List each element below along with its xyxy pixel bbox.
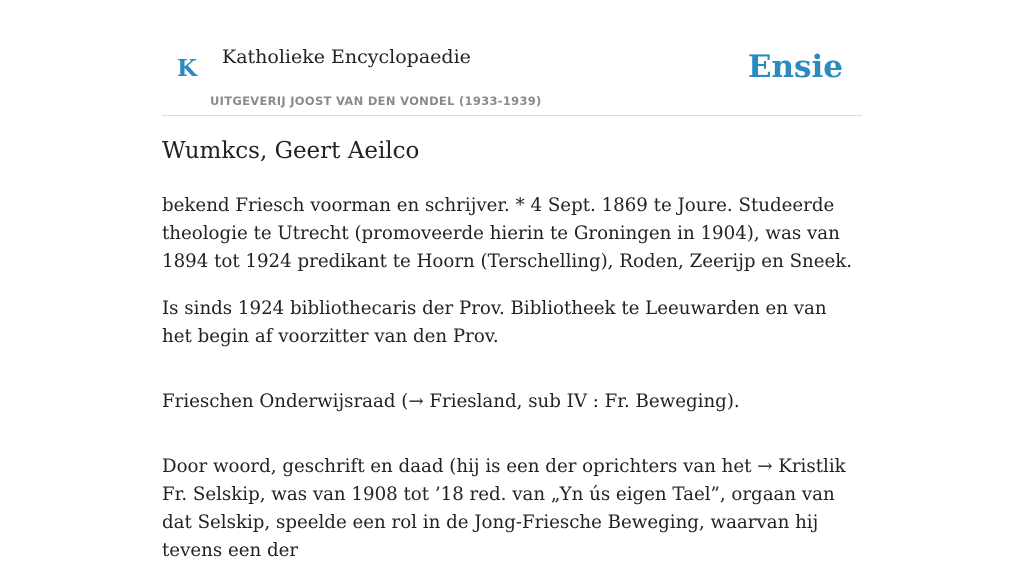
- entry-body: [162, 192, 862, 584]
- article-page: [162, 0, 862, 561]
- entry-paragraph: Door woord, geschrift en daad (hij is een der oprichters van het → Kristlik Fr. Selskip, was van 1908 tot ’18 red. van „Yn ús eigen Tael”, orgaan van dat Selskip, speelde een rol in de Jong-Friesche Beweging, waarvan hij tevens een der: [162, 456, 846, 561]
- brand-logo[interactable]: Ensie: [747, 49, 843, 85]
- publication-logo[interactable]: K: [177, 55, 197, 82]
- header: [162, 0, 862, 116]
- entry-paragraph: Frieschen Onderwijsraad (→ Friesland, sub IV : Fr. Beweging).: [162, 391, 740, 412]
- publication-title[interactable]: Katholieke Encyclopaedie: [222, 46, 471, 68]
- entry-title: Wumkcs, Geert Aeilco: [162, 138, 420, 164]
- publisher-label: UITGEVERIJ JOOST VAN DEN VONDEL (1933-1939): [210, 94, 542, 108]
- entry-paragraph: Is sinds 1924 bibliothecaris der Prov. Bibliotheek te Leeuwarden en van het begin af voorzitter van den Prov.: [162, 298, 827, 347]
- entry-paragraph: bekend Friesch voorman en schrijver. * 4 Sept. 1869 te Joure. Studeerde theologie te Utrecht (promoveerde hierin te Groningen in 1904), was van 1894 tot 1924 predikant te Hoorn (Terschelling), Roden, Zeerijp en Sneek.: [162, 195, 853, 272]
